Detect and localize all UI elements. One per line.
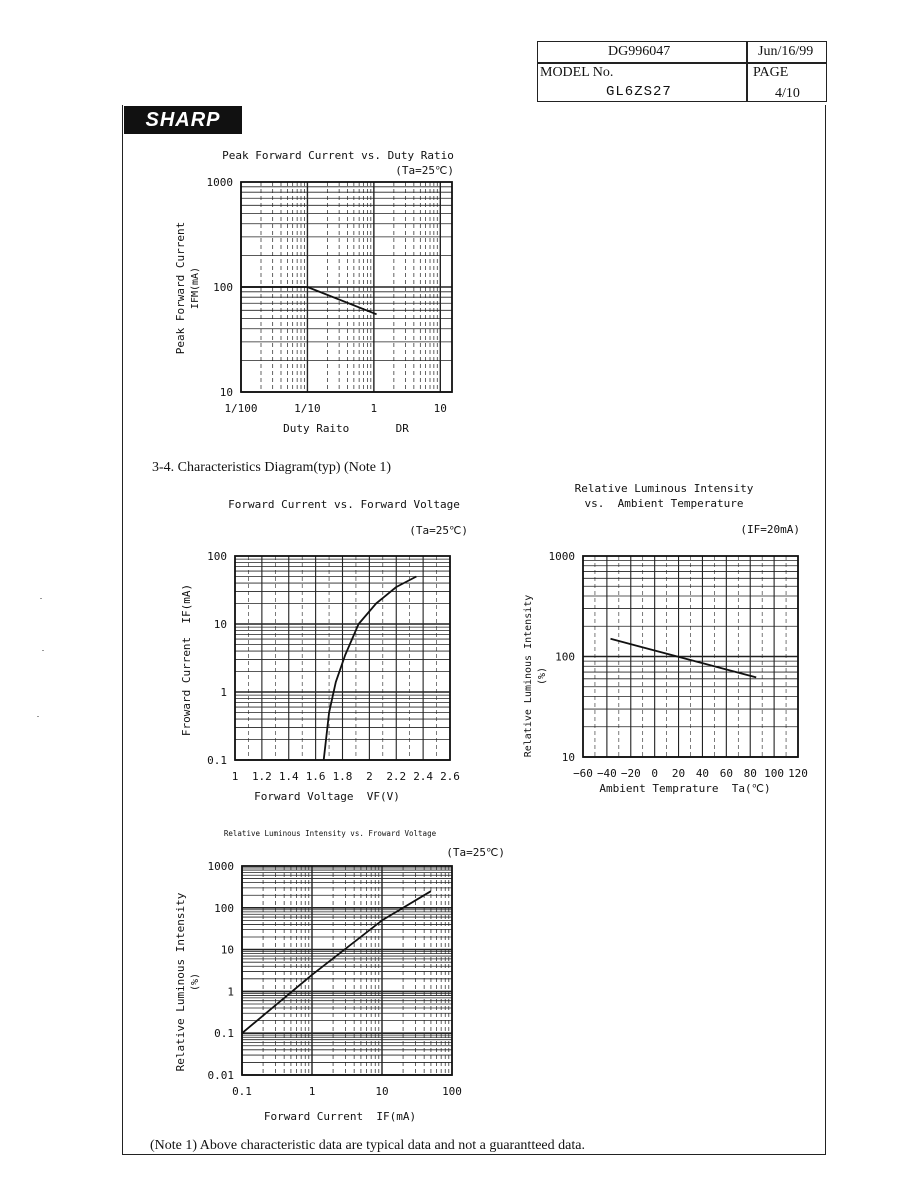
footnote: (Note 1) Above characteristic data are typical data and not a guarantteed data. — [150, 1138, 585, 1153]
x-tick-label: −60 — [573, 767, 593, 780]
y-tick-label: 100 — [555, 650, 575, 664]
x-axis-label: Duty Raito DR — [283, 422, 409, 435]
y-axis-unit: (%) — [537, 666, 548, 686]
x-tick-label: 80 — [743, 767, 757, 780]
y-axis-unit: (%) — [190, 972, 201, 992]
y-axis-label: Relative Luminous Intensity — [523, 594, 534, 758]
y-tick-label: 10 — [220, 943, 234, 957]
x-tick-label: 1 — [308, 1085, 316, 1098]
x-tick-label: 1.8 — [332, 770, 353, 783]
x-tick-label: 1.6 — [305, 770, 326, 783]
chart-condition: (Ta=25℃) — [395, 164, 454, 177]
y-tick-label: 1000 — [206, 176, 233, 189]
x-tick-label: 2.4 — [413, 770, 434, 783]
y-tick-label: 10 — [213, 618, 227, 631]
y-tick-label: 100 — [213, 281, 233, 294]
y-axis-unit: IFM(mA) — [190, 266, 201, 310]
doc-date: Jun/16/99 — [758, 44, 814, 59]
x-tick-label: −40 — [596, 767, 617, 780]
y-tick-label: 1 — [227, 985, 234, 999]
x-tick-label: 10 — [375, 1085, 389, 1098]
y-tick-label: 0.1 — [207, 754, 227, 767]
x-tick-label: 1 — [370, 402, 378, 415]
x-tick-label: 1 — [231, 770, 239, 783]
chart-title-line1: Relative Luminous Intensity — [574, 482, 754, 495]
section-title: 3-4. Characteristics Diagram(typ) (Note 1) — [152, 460, 392, 475]
model-label: MODEL No. — [540, 65, 614, 80]
doc-number: DG996047 — [608, 44, 671, 59]
model-value: GL6ZS27 — [606, 84, 672, 100]
sharp-logo: SHARP — [124, 106, 242, 134]
y-tick-label: 0.1 — [214, 1027, 234, 1041]
x-tick-label: 100 — [764, 767, 785, 780]
x-axis-label: Forward Current IF(mA) — [263, 1110, 417, 1123]
x-tick-label: 10 — [433, 402, 447, 415]
chart-condition: (IF=20mA) — [740, 523, 800, 536]
x-tick-label: 1/10 — [294, 402, 321, 415]
y-tick-label: 100 — [207, 550, 227, 563]
page-value: 4/10 — [775, 86, 800, 101]
x-tick-label: 2 — [366, 770, 373, 783]
chart-condition: (Ta=25℃) — [446, 846, 505, 859]
chart-title: Relative Luminous Intensity vs. Froward Voltage — [223, 829, 437, 838]
y-axis-label: Froward Current IF(mA) — [180, 583, 193, 737]
x-tick-label: 2.6 — [440, 770, 460, 783]
chart-title: Peak Forward Current vs. Duty Ratio — [222, 149, 454, 162]
chart-condition: (Ta=25℃) — [409, 524, 468, 537]
x-tick-label: 2.2 — [386, 770, 407, 783]
x-tick-label: 40 — [695, 767, 710, 780]
x-tick-label: 100 — [442, 1085, 462, 1098]
x-tick-label: 0 — [651, 767, 658, 780]
y-tick-label: 10 — [219, 386, 233, 399]
y-tick-label: 0.01 — [207, 1069, 234, 1082]
x-tick-label: 1/100 — [224, 402, 258, 415]
y-tick-label: 1000 — [207, 860, 234, 873]
x-tick-label: 20 — [671, 767, 686, 780]
x-tick-label: 60 — [719, 767, 733, 780]
x-tick-label: 120 — [788, 767, 808, 780]
y-tick-label: 1000 — [548, 550, 575, 563]
x-tick-label: 0.1 — [232, 1085, 252, 1098]
y-tick-label: 100 — [214, 901, 234, 915]
chart-title-line2: vs. Ambient Temperature — [584, 497, 744, 510]
x-tick-label: −20 — [620, 767, 641, 780]
y-tick-label: 1 — [220, 686, 227, 699]
y-axis-label: Peak Forward Current — [174, 221, 187, 355]
chart-title: Forward Current vs. Forward Voltage — [228, 498, 460, 511]
page-label: PAGE — [753, 65, 789, 80]
y-axis-label: Relative Luminous Intensity — [174, 892, 187, 1072]
y-tick-label: 10 — [561, 751, 575, 764]
x-tick-label: 1.2 — [251, 770, 272, 783]
x-axis-label: Ambient Temprature Ta(℃) — [599, 782, 771, 795]
x-axis-label: Forward Voltage VF(V) — [254, 790, 400, 803]
x-tick-label: 1.4 — [278, 770, 299, 783]
